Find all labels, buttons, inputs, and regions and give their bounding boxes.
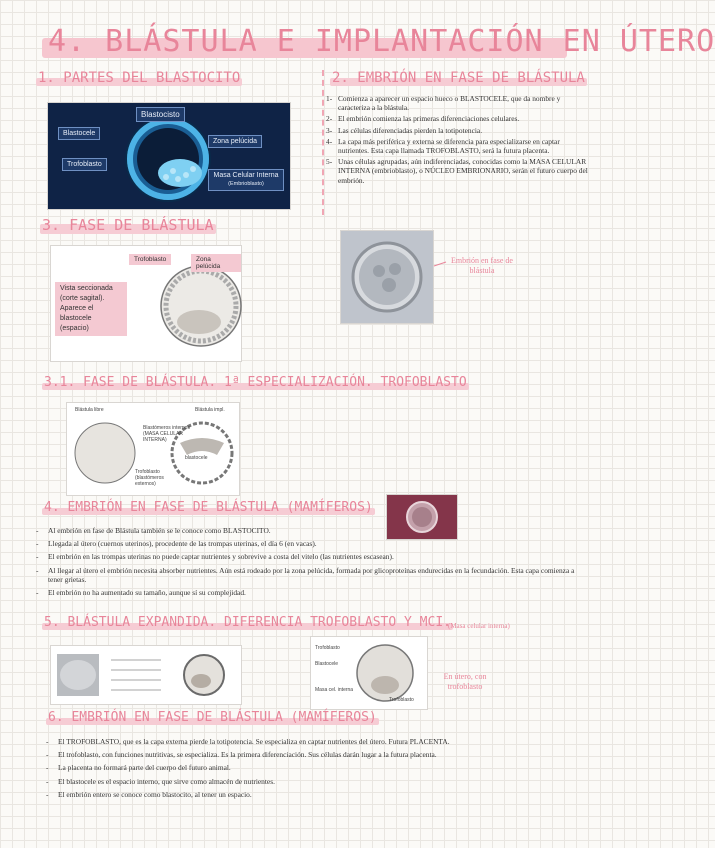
s2-text-1: Comienza a aparecer un espacio hueco o BLASTOCELE, que da nombre y caracteriza a la blástula. (338, 94, 561, 113)
section-31-diagram (66, 402, 240, 496)
page-title: 4. BLÁSTULA E IMPLANTACIÓN EN ÚTERO (48, 24, 715, 59)
blastocyst-title: Blastocisto (136, 107, 185, 122)
s2-text-3: Las células diferenciadas pierden la totipotencia. (338, 125, 483, 135)
embryo-photo-1-drawing (341, 231, 433, 323)
section-5-caption: En útero, con trofoblasto (443, 672, 487, 691)
s6-item-5: - El embrión entero se conoce como blastocito, al tener un espacio. (44, 790, 590, 799)
s2-num-4: 4- (326, 136, 333, 146)
s2-text-4: La capa más periférica y externa se diferencia para especializarse en captar nutrientes. Esta capa llamada TROFOBLASTO, será la futura placenta. (338, 136, 560, 156)
blastocyst-diagram (47, 102, 291, 210)
section-5-note: (Masa celular interna) (448, 622, 510, 630)
s6-item-1: - El TROFOBLASTO, que es la capa externa pierde la totipotencia. Se especializa en captar nutrientes del útero. Futura PLACENTA. (44, 737, 590, 746)
section-3-title: 3. FASE DE BLÁSTULA (42, 216, 214, 234)
section-6-title: 6. EMBRIÓN EN FASE DE BLÁSTULA (MAMÍFEROS) (48, 710, 377, 725)
section-5-image-left (50, 645, 242, 705)
s2-item-4 (326, 137, 588, 155)
masa-celular-text: Masa Celular Interna (213, 172, 279, 179)
s3-label-zona: Zona pelúcida (191, 254, 241, 272)
section-31-title: 3.1. FASE DE BLÁSTULA. 1ª ESPECIALIZACIÓN. TROFOBLASTO (44, 375, 467, 390)
s3-label-trofoblasto: Trofoblasto (129, 254, 171, 265)
section-5-title: 5. BLÁSTULA EXPANDIDA. DIFERENCIA TROFOBLASTO Y MCI. (44, 615, 451, 630)
s4-item-4: - Al llegar al útero el embrión necesita absorber nutrientes. Aún está rodeado por la zona pelúcida, formada por glicoproteínas endurecidas en la fecundación. Esta capa comienza a tener grietas. (34, 566, 590, 584)
s5-label-d: Trofoblasto (389, 697, 414, 703)
s31-trof-label: Trofoblasto (blastómeros externos) (135, 469, 164, 487)
section-1-header (38, 70, 240, 86)
s2-num-1: 1- (326, 94, 333, 103)
s2-text-5: Unas células agrupadas, aún indiferenciadas, conocidas como la MASA CELULAR INTERNA (embrioblasto), o NÚCLEO EMBRIONARIO, serán el futuro cuerpo del embrión. (338, 157, 588, 185)
section-5-header (44, 615, 451, 630)
s5-label-c: Masa cel. interna (315, 687, 354, 693)
section-4-list (34, 526, 590, 601)
section-5-image-right (310, 636, 428, 710)
section-3-header (42, 216, 214, 234)
embryo-photo-1-caption: Embrión en fase de blástula (451, 256, 513, 275)
s2-item-5 (326, 157, 588, 185)
s2-item-3 (326, 126, 588, 135)
s6-item-3: - La placenta no formará parte del cuerpo del futuro animal. (44, 763, 590, 772)
s5-label-a: Trofoblasto (315, 645, 340, 651)
section-31-header (44, 375, 467, 390)
s2-text-2: El embrión comienza las primeras diferenciaciones celulares. (338, 114, 520, 124)
s3-label-vista: Vista seccionada (corte sagital). Aparece el blastocele (espacio) (55, 282, 127, 336)
s2-item-1 (326, 94, 588, 112)
section-6-header (48, 710, 377, 725)
s6-item-4: - El blastocele es el espacio interno, que sirve como almacén de nutrientes. (44, 777, 590, 786)
label-zona-pelucida: Zona pelúcida (208, 135, 262, 148)
section-6-list (44, 737, 590, 803)
s31-blastocele-label: blastocele (185, 455, 208, 461)
s5-label-b: Blastocele (315, 661, 339, 667)
section-4-header (44, 500, 373, 515)
s31-right-label: Blástula impl. (195, 407, 225, 413)
s4-item-2: - Llegada al útero (cuernos uterinos), procedente de las trompas uterinas, el día 6 (en vacas). (34, 539, 590, 548)
s4-item-5: - El embrión no ha aumentado su tamaño, aunque sí su complejidad. (34, 588, 590, 597)
section-3-diagram (50, 245, 242, 362)
section-4-title: 4. EMBRIÓN EN FASE DE BLÁSTULA (MAMÍFEROS) (44, 500, 373, 515)
s31-left-label: Blástula libre (75, 407, 104, 413)
section-2-title: 2. EMBRIÓN EN FASE DE BLÁSTULA (332, 70, 585, 86)
embryo-photo-1 (340, 230, 434, 324)
section-5-left-drawing (51, 646, 241, 704)
s2-num-3: 3- (326, 125, 333, 135)
s4-item-3: - El embrión en las trompas uterinas no puede captar nutrientes y sobrevive a costa del vitelo (las nutrientes escasean). (34, 552, 590, 561)
section-2-header (332, 70, 585, 86)
s6-item-2: - El trofoblasto, con funciones nutritivas, se especializa. Es la primera diferenciación. Sus células darán lugar a la futura placenta. (44, 750, 590, 759)
s4-item-1: - Al embrión en fase de Blástula también se le conoce como BLASTOCITO. (34, 526, 590, 535)
s2-num-2: 2- (326, 114, 333, 124)
s2-num-5: 5- (326, 157, 333, 167)
page-title-block (42, 20, 715, 66)
column-divider (322, 70, 324, 215)
caption-arrow-1 (432, 258, 448, 272)
label-masa-celular (208, 169, 284, 191)
s2-item-2 (326, 114, 588, 123)
section-2-list (326, 94, 588, 187)
s31-masa-label: Blastómeros internos (MASA CELULAR INTERNA) (143, 425, 190, 443)
label-blastocele: Blastocele (58, 127, 100, 140)
label-trofoblasto: Trofoblasto (62, 158, 107, 171)
section-1-title: 1. PARTES DEL BLASTOCITO (38, 70, 241, 86)
embrioblasto-text: (Embrioblasto) (228, 181, 264, 187)
